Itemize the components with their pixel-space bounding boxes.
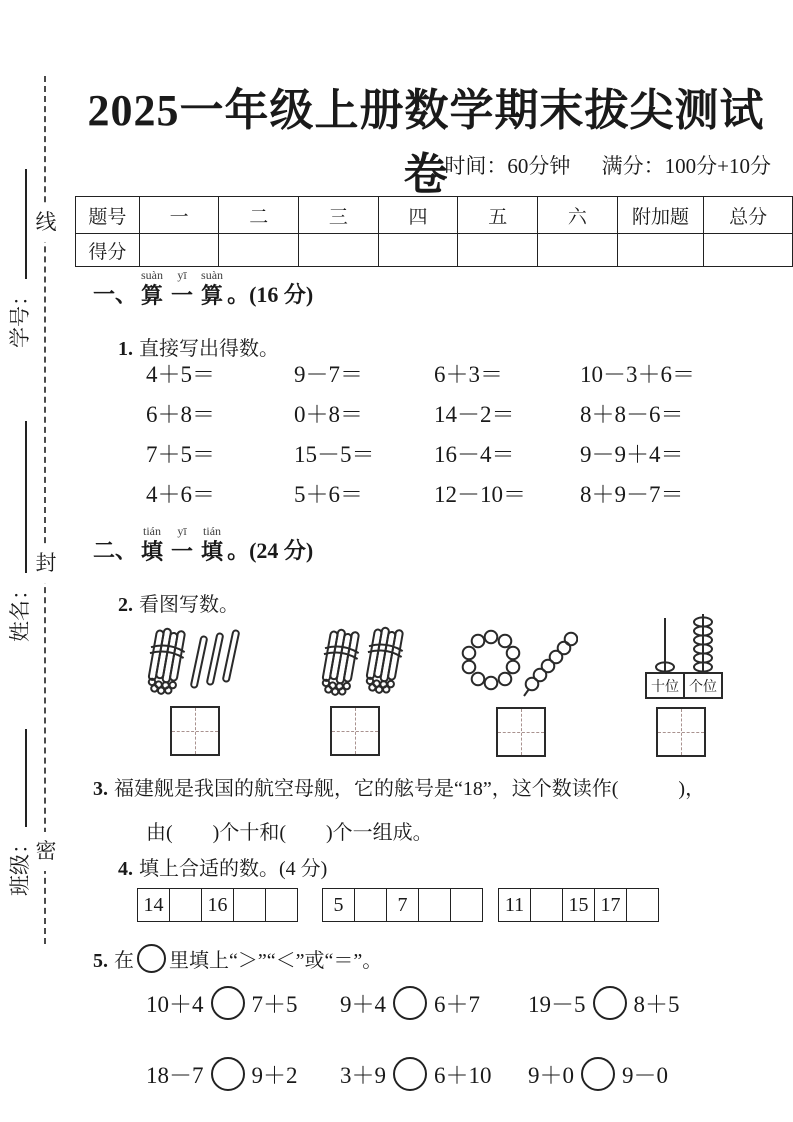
score-header-four: 四: [378, 197, 458, 234]
pinyin-word: [201, 268, 223, 310]
right-expression: 9＋2: [251, 1063, 298, 1088]
pinyin-text: yī: [177, 268, 187, 282]
exam-meta: [418, 150, 771, 180]
strip-cell: [419, 889, 451, 922]
score-header-five: 五: [458, 197, 538, 234]
bead-string-icon: [524, 633, 577, 696]
hanzi-text: 算: [141, 283, 164, 308]
comparison-circle: [393, 986, 427, 1020]
problem: 14－2＝: [434, 402, 515, 427]
problem: 7＋5＝: [146, 442, 215, 467]
pinyin-word: [201, 524, 223, 566]
section-one-suffix: 。(16 分): [227, 282, 314, 307]
strip-cell: [451, 889, 483, 922]
pinyin-word: [141, 524, 163, 566]
score-header-bonus: 附加题: [617, 197, 704, 234]
stick-bundle-icon: [361, 626, 406, 696]
hanzi-text: 一: [171, 283, 194, 308]
left-expression: 10＋4: [146, 992, 204, 1017]
pinyin-text: tián: [143, 524, 162, 538]
q1-problems-grid: [146, 355, 756, 515]
score-header-tihao: 题号: [76, 197, 140, 234]
number-strip: [322, 888, 483, 922]
right-expression: 7＋5: [251, 992, 298, 1017]
answer-grid-box: [330, 706, 380, 756]
problem: 9－7＝: [294, 362, 363, 387]
score-cell: [139, 234, 219, 267]
problem: 12－10＝: [434, 482, 526, 507]
q2-number: 2.: [118, 594, 133, 616]
section-two-suffix: 。(24 分): [227, 538, 314, 563]
pinyin-text: yī: [177, 524, 187, 538]
strip-cell: 15: [563, 889, 595, 922]
name-label-text: 姓名：: [8, 579, 32, 642]
q3-text-line1: 福建舰是我国的航空母舰，它的舷号是“18”，这个数读作( )，: [114, 778, 706, 800]
strip-cell: [234, 889, 266, 922]
full-score-label: 满分：100分+10分: [601, 154, 771, 178]
pinyin-word: [171, 524, 193, 566]
q4-number: 4.: [118, 858, 133, 880]
number-strip: [498, 888, 659, 922]
score-table-header-row: [76, 197, 793, 234]
problem: 9－9＋4＝: [580, 442, 684, 467]
stick-bundle-icon: [317, 628, 362, 698]
hanzi-text: 算: [201, 283, 224, 308]
beads-sixteen-icon: [458, 620, 578, 700]
section-two-heading: [93, 524, 313, 566]
comparison-circle: [593, 986, 627, 1020]
hanzi-text: 填: [201, 539, 224, 564]
problem: 8＋9－7＝: [580, 482, 684, 507]
score-row-label: 得分: [76, 234, 140, 267]
strip-cell: 17: [595, 889, 627, 922]
comparison-item: [528, 986, 756, 1023]
score-cell: [378, 234, 458, 267]
hanzi-text: 一: [171, 539, 194, 564]
strip-cell: [355, 889, 387, 922]
tens-place-label: 十位: [651, 680, 679, 695]
score-header-one: 一: [139, 197, 219, 234]
score-header-two: 二: [219, 197, 299, 234]
class-label-text: 班级：: [8, 833, 32, 896]
q4-text-line: [118, 852, 327, 881]
q5-comparisons-grid: [146, 986, 756, 1094]
problem: 0＋8＝: [294, 402, 363, 427]
q3-line2: [146, 816, 433, 845]
problem: 15－5＝: [294, 442, 375, 467]
section-two-prefix: 二、: [93, 538, 138, 563]
strip-cell: [627, 889, 659, 922]
problem: 16－4＝: [434, 442, 515, 467]
strip-cell: 14: [138, 889, 170, 922]
answer-grid-box: [496, 707, 546, 757]
comparison-item: [340, 1057, 528, 1094]
counting-frame-icon: [642, 612, 726, 702]
right-expression: 6＋7: [434, 992, 480, 1017]
section-one-heading: [93, 268, 313, 310]
score-cell: [458, 234, 538, 267]
hanzi-text: 填: [141, 539, 164, 564]
problem: 6＋8＝: [146, 402, 215, 427]
pinyin-word: [141, 268, 163, 310]
problem: 5＋6＝: [294, 482, 363, 507]
left-expression: 19－5: [528, 992, 586, 1017]
problem: 8＋8－6＝: [580, 402, 684, 427]
number-strip: [137, 888, 298, 922]
pinyin-text: suàn: [201, 268, 224, 282]
class-blank-line: [19, 729, 27, 827]
seal-char-feng: 封: [34, 544, 58, 583]
q3-number: 3.: [93, 778, 108, 800]
ones-place-label: 个位: [689, 680, 717, 695]
q5-text-prefix: 在: [114, 950, 134, 972]
sticks-twenty-icon: [316, 622, 408, 700]
answer-grid-box: [656, 707, 706, 757]
score-header-total: 总分: [704, 197, 793, 234]
problem: 4＋6＝: [146, 482, 215, 507]
student-id-label: [6, 169, 34, 348]
pinyin-text: suàn: [141, 268, 164, 282]
strip-cell: 7: [387, 889, 419, 922]
strip-cell: [170, 889, 202, 922]
score-header-six: 六: [538, 197, 618, 234]
right-expression: 8＋5: [633, 992, 680, 1017]
right-expression: 9－0: [622, 1063, 668, 1088]
comparison-item: [146, 986, 340, 1023]
right-expression: 6＋10: [434, 1063, 492, 1088]
q4-text: 填上合适的数。(4 分): [139, 858, 328, 880]
q2-text: 看图写数。: [139, 594, 239, 616]
score-cell: [538, 234, 618, 267]
score-cell: [219, 234, 299, 267]
q1-number: 1.: [118, 338, 133, 360]
q2-text-line: [118, 588, 239, 617]
comparison-item: [340, 986, 528, 1023]
student-id-label-text: 学号：: [8, 285, 32, 348]
left-expression: 18－7: [146, 1063, 204, 1088]
class-label: [6, 729, 34, 896]
score-table-score-row: [76, 234, 793, 267]
answer-grid-box: [170, 706, 220, 756]
seal-char-mi: 密: [34, 832, 58, 871]
left-expression: 9＋0: [528, 1063, 574, 1088]
score-header-three: 三: [299, 197, 379, 234]
comparison-item: [146, 1057, 340, 1094]
comparison-circle: [211, 986, 245, 1020]
comparison-item: [528, 1057, 756, 1094]
single-sticks-icon: [191, 630, 240, 688]
pinyin-word: [171, 268, 193, 310]
problem: 6＋3＝: [434, 362, 503, 387]
name-blank-line: [19, 421, 27, 573]
strip-cell: 5: [323, 889, 355, 922]
score-cell: [704, 234, 793, 267]
comparison-circle: [211, 1057, 245, 1091]
left-expression: 9＋4: [340, 992, 386, 1017]
name-label: [6, 421, 34, 642]
left-expression: 3＋9: [340, 1063, 386, 1088]
strip-cell: [531, 889, 563, 922]
seal-char-xian: 线: [34, 203, 58, 242]
q5-number: 5.: [93, 950, 108, 972]
fill-circle-icon: [137, 944, 166, 973]
strip-cell: 16: [202, 889, 234, 922]
problem: 4＋5＝: [146, 362, 215, 387]
student-id-blank-line: [19, 169, 27, 279]
pinyin-text: tián: [203, 524, 222, 538]
comparison-circle: [581, 1057, 615, 1091]
q1-text: 直接写出得数。: [139, 338, 279, 360]
comparison-circle: [393, 1057, 427, 1091]
exam-title: 2025一年级上册数学期末拔尖测试卷: [87, 86, 765, 199]
strip-cell: 11: [499, 889, 531, 922]
strip-cell: [266, 889, 298, 922]
q5-text-line: [93, 944, 382, 973]
sticks-thirteen-icon: [140, 622, 244, 700]
q3-text-line2: 由( )个十和( )个一组成。: [146, 822, 433, 844]
stick-bundle-icon: [143, 627, 188, 697]
bead-ring-icon: [463, 631, 520, 690]
score-table: [75, 196, 793, 267]
section-one-prefix: 一、: [93, 282, 138, 307]
time-label: 时间：60分钟: [444, 154, 571, 178]
q3-line1: [93, 772, 783, 801]
q5-text-suffix: 里填上“＞”“＜”或“＝”。: [169, 950, 383, 972]
score-cell: [617, 234, 704, 267]
problem: 10－3＋6＝: [580, 362, 695, 387]
score-cell: [299, 234, 379, 267]
